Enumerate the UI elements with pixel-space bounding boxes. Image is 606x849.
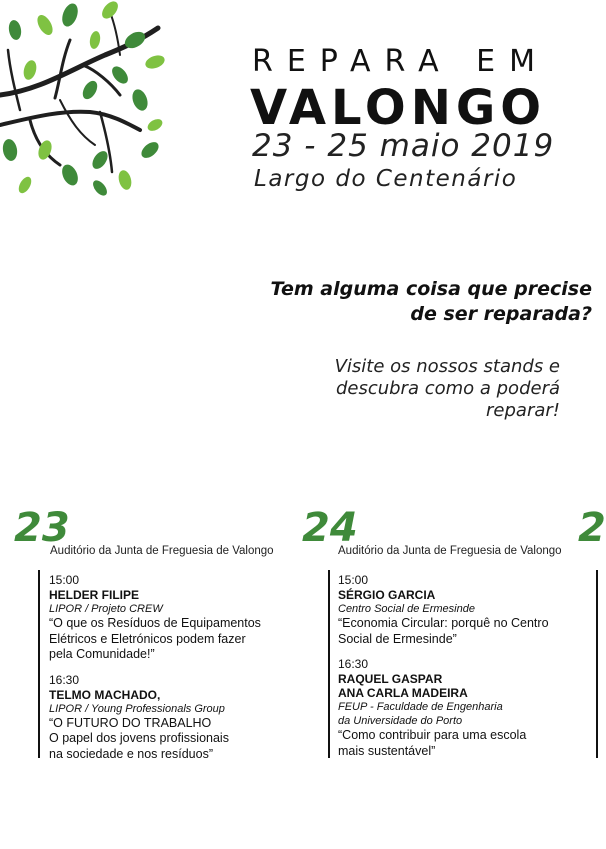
speaker-name: RAQUEL GASPAR xyxy=(338,672,443,686)
intro-question xyxy=(250,277,592,327)
affiliation-line: da Universidade do Porto xyxy=(338,715,463,727)
tree-branch-illustration xyxy=(0,0,170,200)
day-divider-bar xyxy=(328,570,330,758)
topic-line: “Economia Circular: porquê no Centro xyxy=(338,616,549,630)
talk-item xyxy=(338,573,593,647)
event-title-line2: VALONGO xyxy=(250,80,547,136)
visit-line: reparar! xyxy=(486,400,560,421)
day-venue xyxy=(338,545,562,557)
talk-time: 16:30 xyxy=(338,657,369,671)
topic-line: mais sustentável” xyxy=(338,743,436,758)
affiliation-line: Centro Social de Ermesinde xyxy=(338,603,475,615)
event-venue: Largo do Centenário xyxy=(254,166,518,192)
affiliation-line: FEUP - Faculdade de Engenharia xyxy=(338,701,503,713)
topic-line: Elétricos e Eletrónicos podem fazer xyxy=(49,631,246,646)
topic-line: O papel dos jovens profissionais xyxy=(49,731,229,745)
talk-affiliation xyxy=(338,602,593,616)
talk-item xyxy=(49,673,299,763)
affiliation-line: LIPOR / Projeto CREW xyxy=(49,603,163,615)
intro-visit-text xyxy=(270,356,560,422)
event-dates: 23 - 25 maio 2019 xyxy=(252,128,555,164)
day-number: 24 xyxy=(302,505,358,551)
day-number: 2 xyxy=(578,505,606,551)
speaker-name: TELMO MACHADO, xyxy=(49,687,161,702)
event-title-line1: REPARA EM xyxy=(252,44,550,79)
talk-time: 15:00 xyxy=(338,573,369,587)
day-divider-bar xyxy=(596,570,598,758)
topic-line: na sociedade e nos resíduos” xyxy=(49,746,213,761)
topic-line: pela Comunidade!” xyxy=(49,647,155,661)
talk-topic xyxy=(338,616,593,647)
day-number: 23 xyxy=(14,505,70,551)
visit-line: Visite os nossos stands e xyxy=(334,356,560,377)
day-divider-bar xyxy=(38,570,40,758)
talk-time: 15:00 xyxy=(49,573,80,587)
question-line: de ser reparada? xyxy=(410,303,592,325)
affiliation-line: LIPOR / Young Professionals Group xyxy=(49,702,225,715)
speaker-name: SÉRGIO GARCIA xyxy=(338,588,436,602)
day-talks xyxy=(338,573,593,769)
speaker-name: ANA CARLA MADEIRA xyxy=(338,686,468,700)
talk-item xyxy=(49,573,299,663)
talk-affiliation xyxy=(49,702,299,716)
question-line: Tem alguma coisa que precise xyxy=(270,278,592,300)
topic-line: “O que os Resíduos de Equipamentos xyxy=(49,616,261,630)
talk-speaker xyxy=(49,588,299,602)
topic-line: “O FUTURO DO TRABALHO xyxy=(49,715,212,730)
talk-topic xyxy=(49,716,299,763)
day-venue-label: Auditório da Junta de Freguesia de Valongo xyxy=(338,545,562,557)
talk-speaker xyxy=(338,588,593,602)
topic-line: Social de Ermesinde” xyxy=(338,631,457,646)
day-talks xyxy=(49,573,299,772)
talk-item xyxy=(338,657,593,759)
speaker-name: HELDER FILIPE xyxy=(49,588,140,602)
day-venue xyxy=(50,545,274,557)
day-venue-label: Auditório da Junta de Freguesia de Valongo xyxy=(50,545,274,557)
talk-speaker xyxy=(338,672,593,700)
talk-speaker xyxy=(49,688,299,702)
talk-affiliation xyxy=(49,602,299,616)
talk-topic xyxy=(49,616,299,663)
talk-affiliation xyxy=(338,700,593,728)
talk-topic xyxy=(338,728,593,759)
visit-line: descubra como a poderá xyxy=(335,378,560,399)
topic-line: “Como contribuir para uma escola xyxy=(338,728,527,742)
talk-time: 16:30 xyxy=(49,672,80,687)
